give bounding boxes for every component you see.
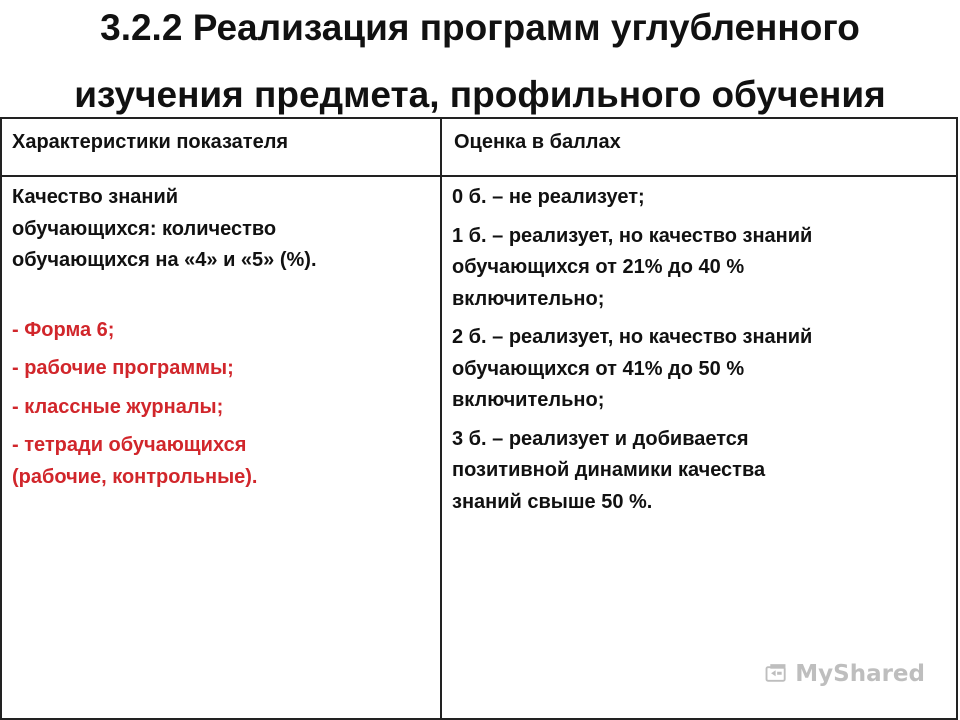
score-line: включительно; [452, 389, 605, 411]
score-line: 3 б. – реализует и добивается [452, 427, 749, 450]
slide-title-line-1: 3.2.2 Реализация программ углубленного [100, 7, 860, 48]
myshared-watermark [765, 654, 925, 694]
description-line: обучающихся на «4» и «5» (%). [12, 249, 317, 271]
score-2 [452, 322, 952, 417]
source-item-programs: - рабочие программы; [12, 357, 234, 379]
watermark-text: MyShared [795, 661, 925, 687]
source-item-notebooks-cont: (рабочие, контрольные). [12, 465, 258, 488]
score-line: знаний свыше 50 %. [452, 490, 653, 513]
score-1 [452, 221, 952, 316]
myshared-logo-icon [765, 659, 789, 689]
header-characteristics: Характеристики показателя [12, 131, 289, 153]
score-line: 0 б. – не реализует; [452, 186, 645, 208]
score-line: включительно; [452, 287, 605, 310]
source-list [12, 315, 432, 494]
description-line: обучающихся: количество [12, 217, 277, 240]
score-3 [452, 424, 952, 519]
description-line: Качество знаний [12, 186, 179, 208]
characteristics-cell [12, 182, 432, 493]
score-line: 2 б. – реализует, но качество знаний [452, 326, 813, 348]
score-0 [452, 182, 952, 214]
slide-title-line-2: изучения предмета, профильного обучения [74, 74, 886, 115]
score-cell [452, 182, 952, 525]
header-score: Оценка в баллах [454, 131, 621, 153]
score-line: 1 б. – реализует, но качество знаний [452, 224, 813, 247]
score-line: обучающихся от 41% до 50 % [452, 357, 745, 380]
header-divider [2, 175, 956, 177]
score-line: позитивной динамики качества [452, 459, 766, 481]
column-divider [440, 119, 442, 718]
source-item-notebooks: - тетради обучающихся [12, 434, 247, 456]
source-item-form6: - Форма 6; [12, 318, 115, 341]
source-item-journals: - классные журналы; [12, 395, 224, 418]
criteria-table [0, 117, 958, 720]
score-line: обучающихся от 21% до 40 % [452, 256, 745, 278]
